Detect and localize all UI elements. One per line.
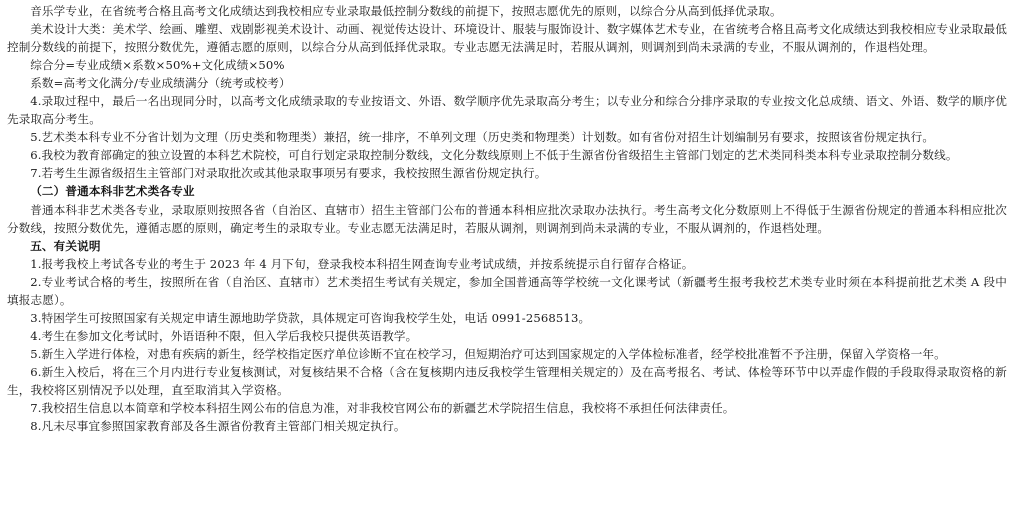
note-8-other-matters: 8.凡未尽事宜参照国家教育部及各生源省份教育主管部门相关规定执行。 [30, 419, 406, 434]
note-3-student-loan: 3.特困学生可按照国家有关规定申请生源地助学贷款，具体规定可咨询我校学生处，电话 0991-2568513。 [30, 310, 591, 325]
note-1-exam-results: 1.报考我校上考试各专业的考生于 2023 年 4 月下旬，登录我校本科招生网查询专业考试成绩，并按系统提示自行留存合格证。 [30, 256, 694, 271]
note-6-review-test: 6.新生入校后，将在三个月内进行专业复核测试，对复核结果不合格（含在复核期内违反我校学生管理相关规定的）及在高考报名、考试、体检等环节中以弄虚作假的手段取得录取资格的新生，我校将区别情况予以处理，直至取消其入学资格。 [7, 364, 1007, 397]
note-5-health-check: 5.新生入学进行体检，对患有疾病的新生，经学校指定医疗单位诊断不宜在校学习，但短期治疗可达到国家规定的入学体检标准者，经学校批准暂不予注册，保留入学资格一年。 [30, 346, 946, 361]
paragraph-non-art-admission: 普通本科非艺术类各专业，录取原则按照各省（自治区、直辖市）招生主管部门公布的普通本科相应批次录取办法执行。考生高考文化分数原则上不得低于生源省份规定的普通本科相应批次分数线，按照分数优先，遵循志愿的原则，确定考生的录取专业。专业志愿无法满足时，若服从调剂，则调剂到尚未录满的专业，不服从调剂的，作退档处理。 [7, 202, 1007, 235]
note-7-official-info: 7.我校招生信息以本简章和学校本科招生网公布的信息为准，对非我校官网公布的新疆艺术学院招生信息，我校将不承担任何法律责任。 [30, 401, 735, 416]
rule-6-control-line: 6.我校为教育部确定的独立设置的本科艺术院校，可自行划定录取控制分数线，文化分数线原则上不低于生源省份省级招生主管部门划定的艺术类同科类本科专业录取控制分数线。 [30, 148, 958, 163]
rule-4-tie-break: 4.录取过程中，最后一名出现同分时，以高考文化成绩录取的专业按语文、外语、数学顺序优先录取高分考生；以专业分和综合分排序录取的专业按文化总成绩、语文、外语、数学的顺序优先录取高分考生。 [7, 94, 1007, 127]
section-heading-notes: 五、有关说明 [30, 238, 101, 253]
rule-7-provincial-requirements: 7.若考生生源省级招生主管部门对录取批次或其他录取事项另有要求，我校按照生源省份规定执行。 [30, 166, 547, 181]
section-heading-non-art: （二）普通本科非艺术类各专业 [30, 184, 195, 199]
note-4-foreign-language: 4.考生在参加文化考试时，外语语种不限，但入学后我校只提供英语教学。 [30, 328, 418, 343]
note-2-culture-exam: 2.专业考试合格的考生，按照所在省（自治区、直辖市）艺术类招生考试有关规定，参加全国普通高等学校统一文化课考试（新疆考生报考我校艺术类专业时须在本科提前批艺术类 A 段中填报志愿）。 [7, 274, 1007, 307]
formula-composite-score: 综合分=专业成绩×系数×50%+文化成绩×50% [30, 58, 285, 73]
rule-5-art-plan: 5.艺术类本科专业不分省计划为文理（历史类和物理类）兼招，统一排序，不单列文理（历史类和物理类）计划数。如有省份对招生计划编制另有要求，按照该省份规定执行。 [30, 130, 935, 145]
formula-coefficient: 系数=高考文化满分/专业成绩满分（统考或校考） [30, 76, 291, 91]
paragraph-music-admission: 音乐学专业，在省统考合格且高考文化成绩达到我校相应专业录取最低控制分数线的前提下，按照志愿优先的原则，以综合分从高到低择优录取。 [30, 4, 782, 18]
paragraph-art-design-admission: 美术设计大类：美术学、绘画、雕塑、戏剧影视美术设计、动画、视觉传达设计、环境设计、服装与服饰设计、数字媒体艺术专业，在省统考合格且高考文化成绩达到我校相应专业录取最低控制分数线的前提下，按照分数优先，遵循志愿的原则，以综合分从高到低择优录取。专业志愿无法满足时，若服从调剂，则调剂到尚未录满的专业，不服从调剂的，作退档处理。 [7, 22, 1007, 55]
